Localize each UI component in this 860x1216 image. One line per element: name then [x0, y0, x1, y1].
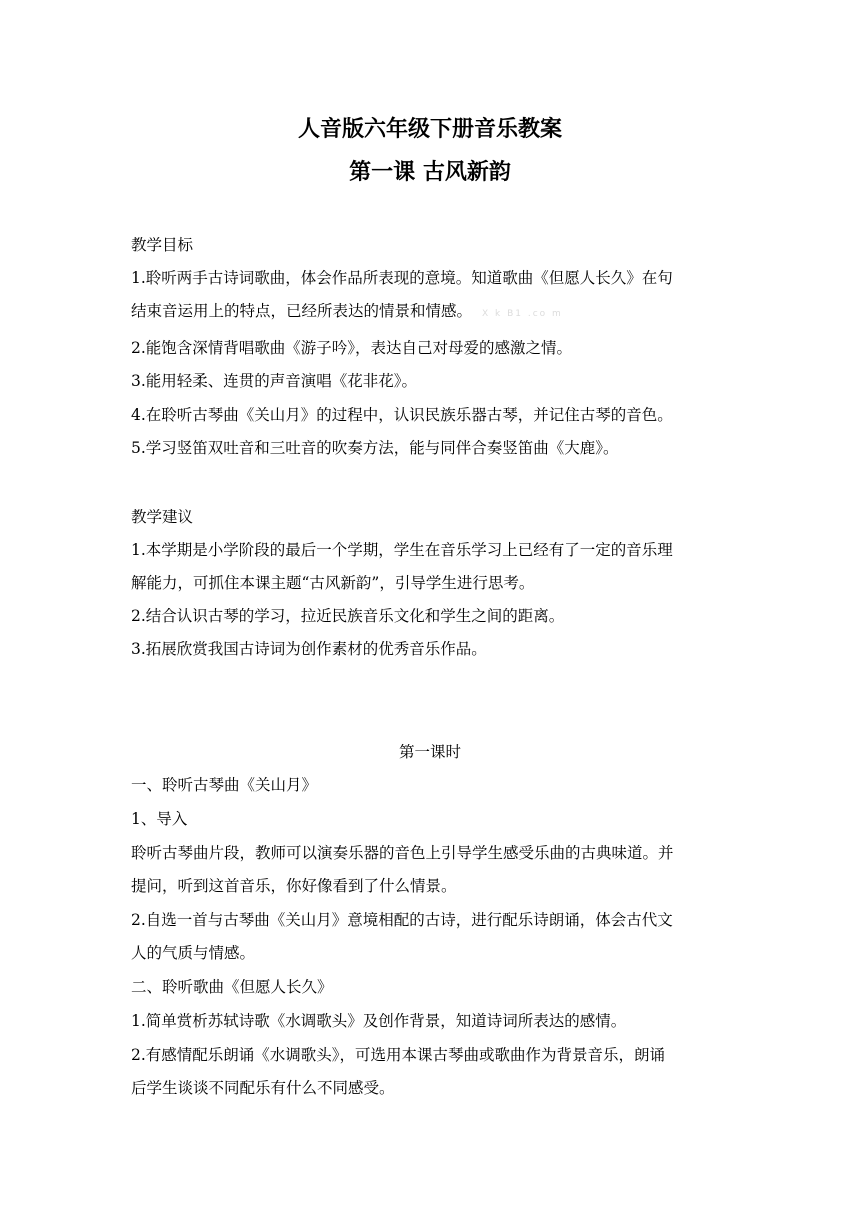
document-title: 人音版六年级下册音乐教案 [297, 116, 562, 142]
goal-3: 3.能用轻柔、连贯的声音演唱《花非花》。 [131, 372, 418, 390]
goal-4: 4.在聆听古琴曲《关山月》的过程中，认识民族乐器古琴，并记住古琴的音色。 [131, 406, 673, 424]
advice-1-line-2: 解能力，可抓住本课主题“古风新韵”，引导学生进行思考。 [131, 574, 535, 592]
lesson-period-heading: 第一课时 [398, 743, 461, 761]
section-1-para-1-line-1: 聆听古琴曲片段，教师可以演奏乐器的音色上引导学生感受乐曲的古典味道。并 [131, 844, 674, 862]
section-2-item-2-line-2: 后学生谈谈不同配乐有什么不同感受。 [131, 1079, 395, 1097]
section-1-para-1-line-2: 提问，听到这首音乐，你好像看到了什么情景。 [131, 877, 457, 895]
advice-heading: 教学建议 [131, 508, 194, 526]
goal-1-line-2 [131, 300, 741, 325]
advice-1-line-1: 1.本学期是小学阶段的最后一个学期，学生在音乐学习上已经有了一定的音乐理 [131, 541, 673, 559]
section-1-intro-heading: 1、导入 [131, 810, 188, 828]
advice-2: 2.结合认识古琴的学习，拉近民族音乐文化和学生之间的距离。 [131, 607, 565, 625]
section-2-item-1: 1.简单赏析苏轼诗歌《水调歌头》及创作背景，知道诗词所表达的感情。 [131, 1012, 627, 1030]
section-1-heading: 一、聆听古琴曲《关山月》 [131, 776, 318, 794]
watermark: X k B1 .co m [482, 309, 563, 319]
goal-1-line-1: 1.聆听两手古诗词歌曲，体会作品所表现的意境。知道歌曲《但愿人长久》在句 [131, 269, 673, 287]
section-2-heading: 二、聆听歌曲《但愿人长久》 [131, 978, 333, 996]
goals-heading: 教学目标 [131, 236, 194, 254]
goal-5: 5.学习竖笛双吐音和三吐音的吹奏方法，能与同伴合奏竖笛曲《大鹿》。 [131, 439, 619, 457]
section-2-item-2-line-1: 2.有感情配乐朗诵《水调歌头》，可选用本课古琴曲或歌曲作为背景音乐，朗诵 [131, 1046, 666, 1064]
goal-2: 2.能饱含深情背唱歌曲《游子吟》，表达自己对母爱的感激之情。 [131, 339, 573, 357]
section-1-para-2-line-1: 2.自选一首与古琴曲《关山月》意境相配的古诗，进行配乐诗朗诵，体会古代文 [131, 911, 673, 929]
lesson-title: 第一课 古风新韵 [349, 159, 511, 185]
goal-1-text: 结束音运用上的特点，已经所表达的情景和情感。 [131, 302, 473, 320]
advice-3: 3.拓展欣赏我国古诗词为创作素材的优秀音乐作品。 [131, 640, 487, 658]
section-1-para-2-line-2: 人的气质与情感。 [131, 944, 256, 962]
